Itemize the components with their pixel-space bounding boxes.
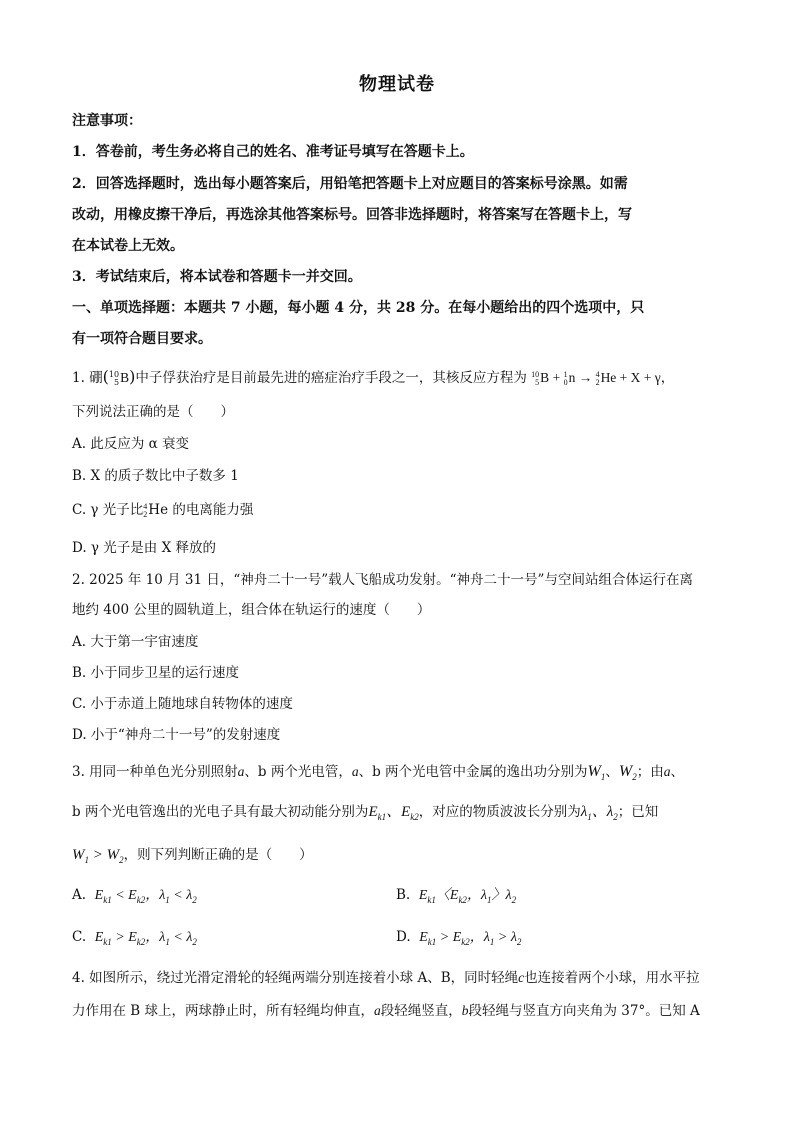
q2-option-d: D. 小于“神舟二十一号”的发射速度 — [72, 727, 281, 743]
q3-line3: $W_1 > W_2$，则下列判断正确的是（ ） — [72, 847, 313, 865]
q1-option-b: B. X 的质子数比中子数多 1 — [72, 468, 239, 484]
q1-line2: 下列说法正确的是（ ） — [72, 404, 234, 420]
q3-line1: 3. 用同一种单色光分别照射a、b 两个光电管，a、b 两个光电管中金属的逸出功分别为$W_1$、$W_2$；由a、 — [72, 763, 684, 783]
q4-line2: 力作用在 B 球上，两球静止时，所有轻绳均伸直，a段轻绳竖直，b段轻绳与竖直方向夹角为 37°。已知 A — [72, 1003, 700, 1019]
q1-equation: 10 5 B + 1 0 n → 4 2 He + X + γ — [531, 369, 661, 387]
notice-item-2-cont: 改动，用橡皮擦干净后，再选涂其他答案标号。回答非选择题时，将答案写在答题卡上，写 — [72, 207, 632, 223]
notice-item-2: 2．回答选择题时，选出每小题答案后，用铅笔把答题卡上对应题目的答案标号涂黑。如需 — [72, 176, 628, 192]
q2-option-c: C. 小于赤道上随地球自转物体的速度 — [72, 696, 293, 712]
q3-option-a: A. $E_{k1} < E_{k2}$，$\lambda_1 < \lambda_2$ — [72, 887, 197, 905]
page-title: 物理试卷 — [359, 74, 435, 95]
section-heading-line2: 有一项符合题目要求。 — [72, 331, 212, 347]
q1-boron-isotope: 10 5 — [108, 369, 120, 387]
q3-option-b: B. $E_{k1}$〈$E_{k2}$，$\lambda_1$〉$\lambda_2$ — [396, 887, 517, 905]
notice-item-1: 1．答卷前，考生务必将自己的姓名、准考证号填写在答题卡上。 — [72, 144, 474, 160]
section-heading-line1: 一、单项选择题：本题共 7 小题，每小题 4 分，共 28 分。在每小题给出的四个选项中，只 — [72, 300, 645, 316]
q1-option-c: C. γ 光子比 4 2 He 的电离能力强 — [72, 501, 254, 519]
q3-option-c: C. $E_{k1} > E_{k2}$，$\lambda_1 < \lambda_2$ — [72, 929, 197, 947]
q1-option-d: D. γ 光子是由 X 释放的 — [72, 540, 216, 556]
q3-line2: b 两个光电管逸出的光电子具有最大初动能分别为$E_{k1}$、$E_{k2}$，对应的物质波波长分别为$\lambda_1$、$\lambda_2$；已知 — [72, 804, 659, 822]
notice-heading: 注意事项： — [72, 113, 142, 129]
q1-middle: 中子俘获治疗是目前最先进的癌症治疗手段之一，其核反应方程为 — [135, 370, 527, 386]
notice-item-2-end: 在本试卷上无效。 — [72, 238, 184, 254]
q3-option-d: D. $E_{k1} > E_{k2}$，$\lambda_1 > \lambda_2$ — [396, 929, 522, 947]
q2-option-a: A. 大于第一宇宙速度 — [72, 634, 199, 650]
q1-prefix: 1. 硼 — [72, 370, 103, 386]
q1-stem: 1. 硼( 10 5 B)中子俘获治疗是目前最先进的癌症治疗手段之一，其核反应方程为 10 5 B + 1 0 n → 4 2 He + X + γ， — [72, 367, 675, 387]
q2-line2: 地约 400 公里的圆轨道上，组合体在轨运行的速度（ ） — [72, 602, 431, 618]
q2-line1: 2. 2025 年 10 月 31 日，“神舟二十一号”载人飞船成功发射。“神舟二十一号”与空间站组合体运行在离 — [72, 572, 693, 588]
notice-item-3: 3．考试结束后，将本试卷和答题卡一并交回。 — [72, 269, 362, 285]
q1-option-a: A. 此反应为 α 衰变 — [72, 436, 190, 452]
q2-option-b: B. 小于同步卫星的运行速度 — [72, 665, 240, 681]
q4-line1: 4. 如图所示，绕过光滑定滑轮的轻绳两端分别连接着小球 A、B，同时轻绳c也连接着两个小球，用水平拉 — [72, 970, 700, 986]
